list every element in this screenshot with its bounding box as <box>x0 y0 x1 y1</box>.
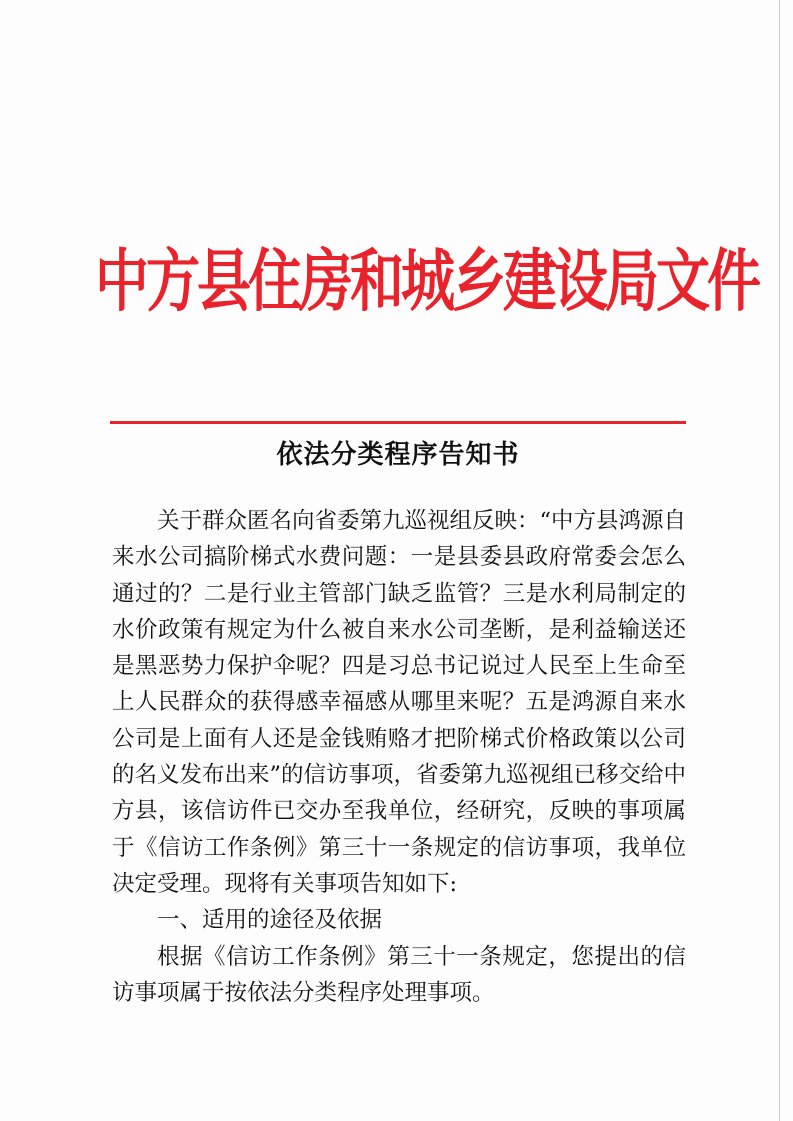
org-header-title: 中方县住房和城乡建设局文件 <box>95 240 758 321</box>
section-1-paragraph: 根据《信访工作条例》第三十一条规定，您提出的信访事项属于按依法分类程序处理事项。 <box>112 943 686 1006</box>
header-red-rule <box>110 421 686 424</box>
scan-edge-line <box>779 0 780 1121</box>
document-title: 依法分类程序告知书 <box>276 440 520 470</box>
body-paragraph-1: 关于群众匿名向省委第九巡视组反映：“中方县鸿源自来水公司搞阶梯式水费问题：一是县委县政府常委会怎么通过的？二是行业主管部门缺乏监管？三是水利局制定的水价政策有规定为什么被自来水公司垄断，是利益输送还是黑恶势力保护伞呢？四是习总书记说过人民至上生命至上人民群众的获得感幸福感从哪里来呢？五是鸿源自来水公司是上面有人还是金钱贿赂才把阶梯式价格政策以公司的名义发布出来”的信访事项，省委第九巡视组已移交给中方县，该信访件已交办至我单位，经研究，反映的事项属于《信访工作条例》第三十一条规定的信访事项，我单位决定受理。现将有关事项告知如下: <box>112 508 687 897</box>
section-heading-1: 一、适用的途径及依据 <box>157 907 383 934</box>
document-body <box>112 503 686 1011</box>
